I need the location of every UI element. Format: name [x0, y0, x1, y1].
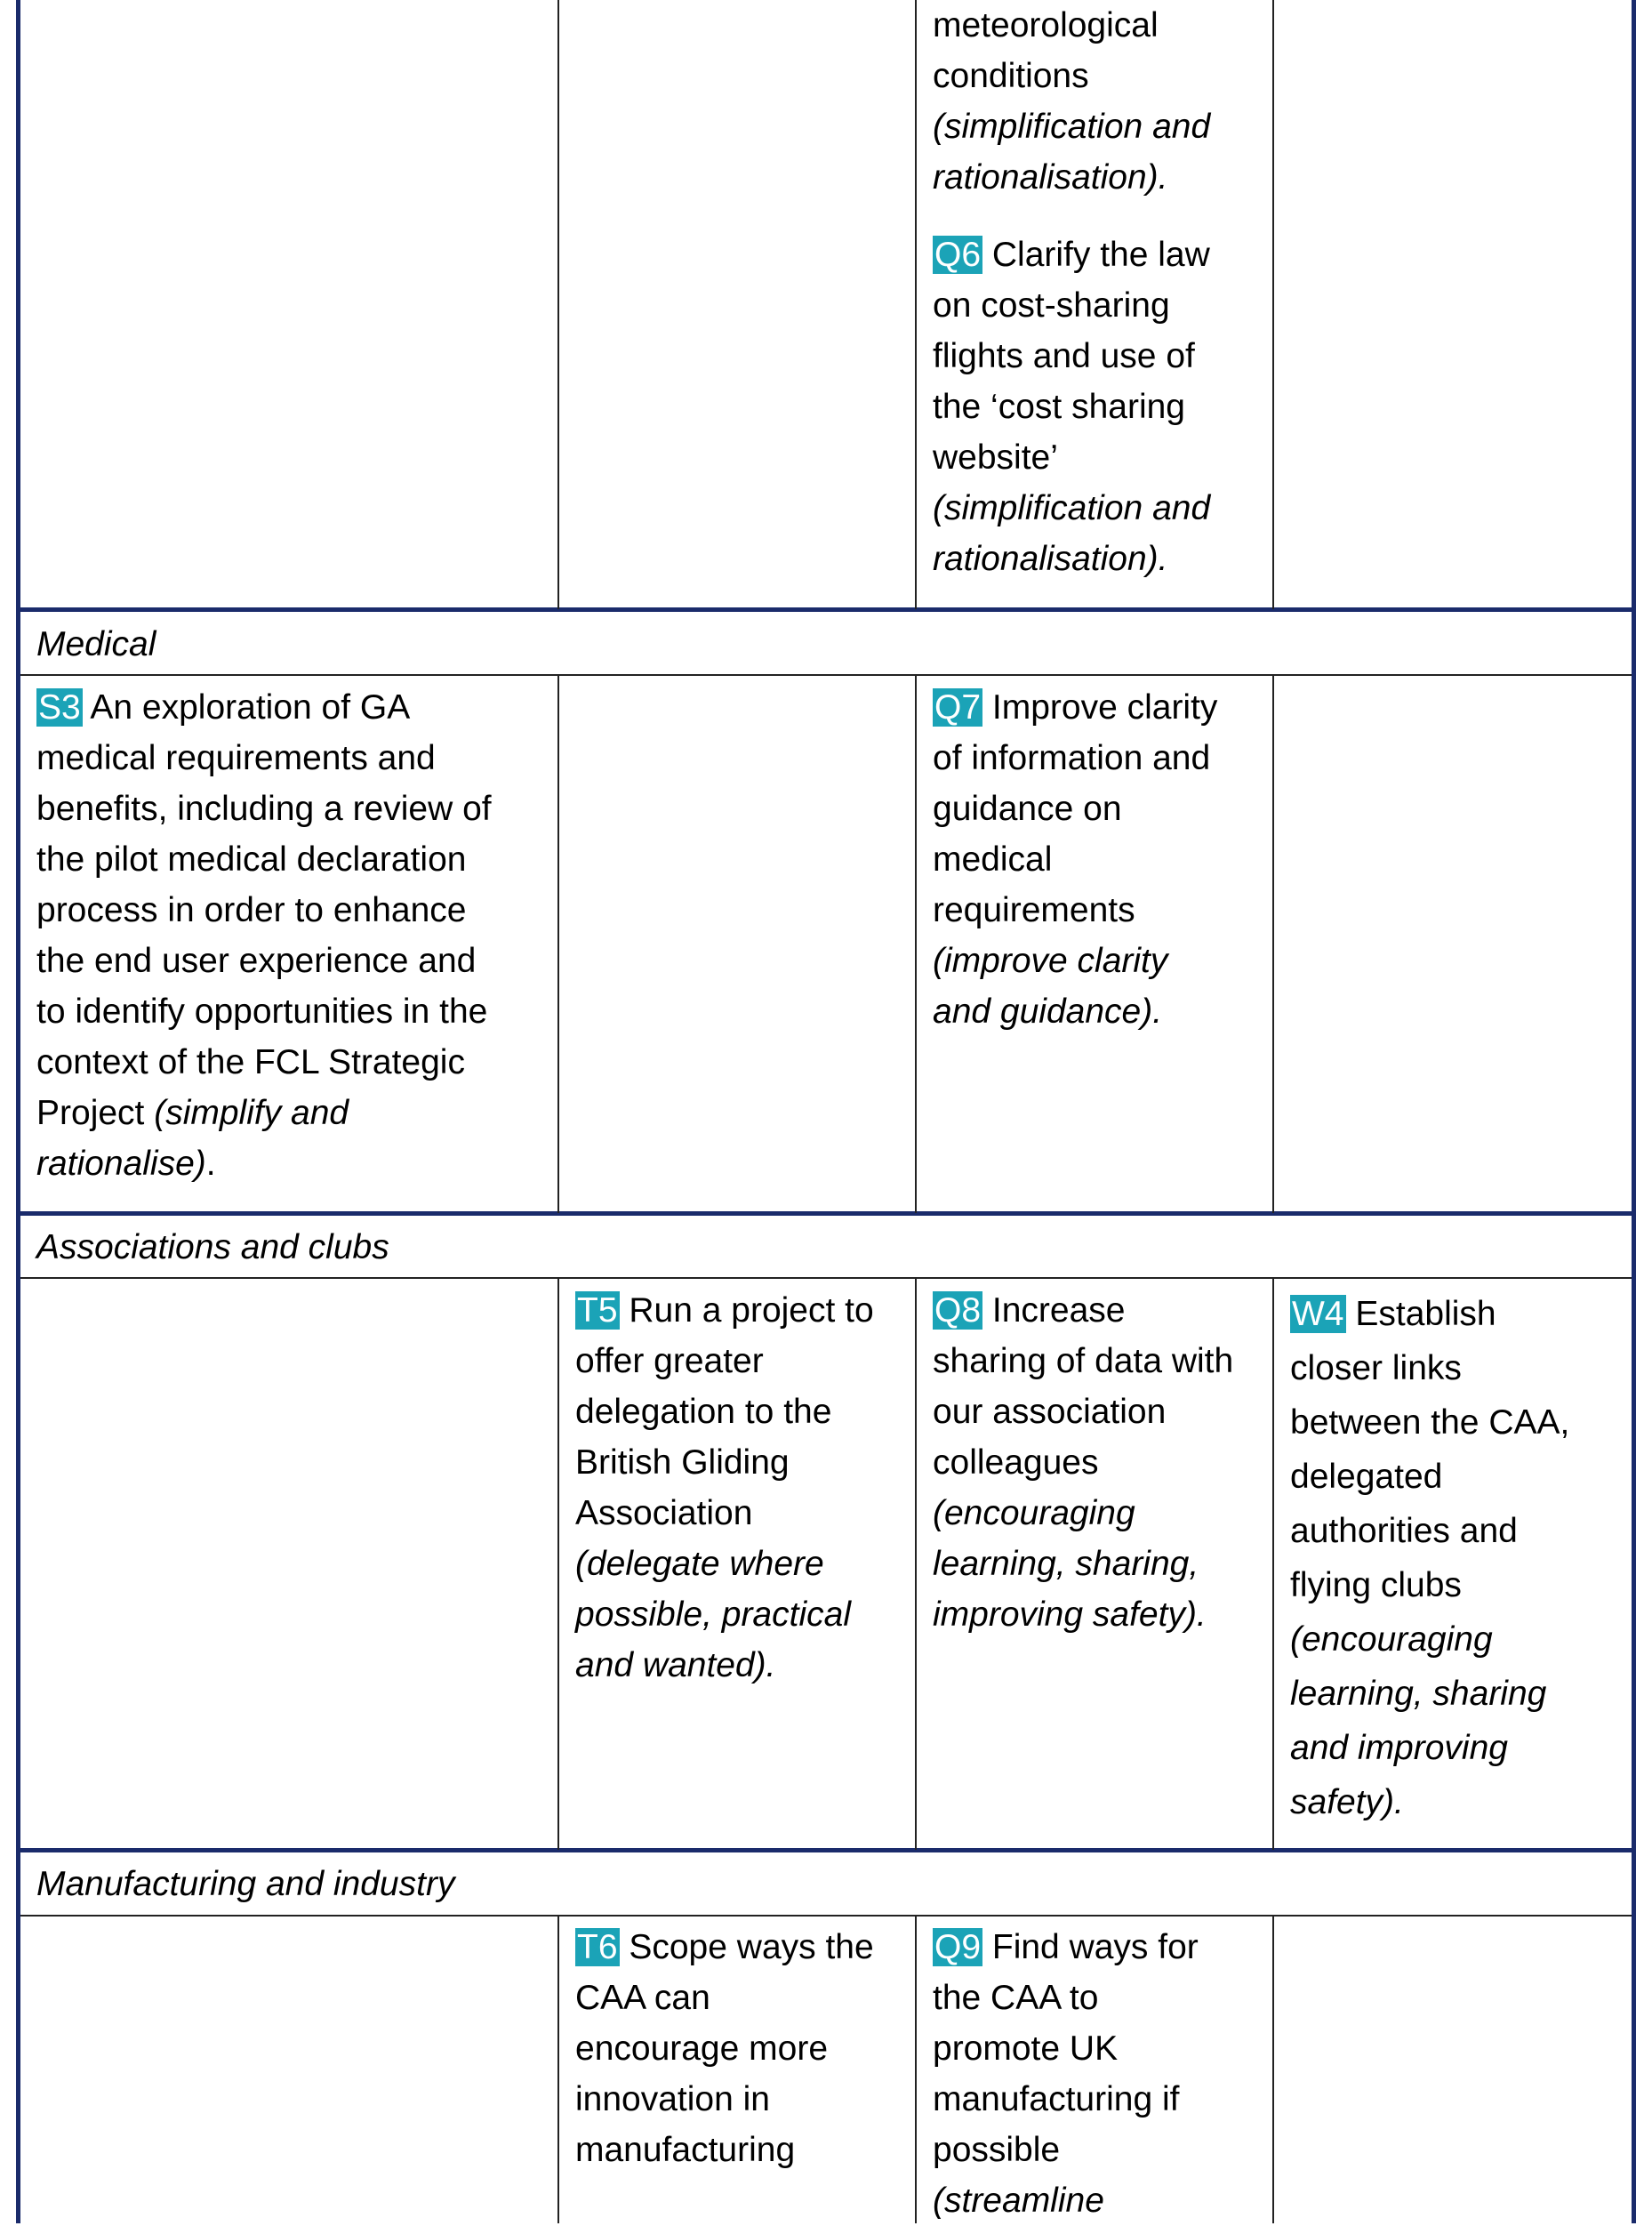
t5-cell: T5 Run a project to offer greater delegation to the British Gliding Association (delegate where possible, practical and wanted). [575, 1291, 874, 1684]
column-line [557, 676, 559, 1213]
row-divider [20, 674, 1632, 676]
section-divider [20, 1848, 1632, 1852]
column-line [1272, 1917, 1274, 2223]
column-line [915, 0, 917, 609]
q6-cell: Q6 Clarify the law on cost-sharing flights and use of the ‘cost sharing website’ (simplification and rationalisation). [933, 236, 1211, 578]
column-line [557, 1917, 559, 2223]
section-header-medical: Medical [36, 625, 156, 663]
s3-cell: S3 An exploration of GA medical requirements and benefits, including a review of the pilot medical declaration process in order to enhance the end user experience and to identify opportunities in the context of the FCL Strategic Project (simplify and rationalise). [36, 688, 492, 1183]
column-line [557, 0, 559, 609]
row-divider [20, 1277, 1632, 1279]
q5-continuation-cell: meteorological conditions (simplification and rationalisation). [933, 6, 1211, 197]
column-line [1272, 1279, 1274, 1850]
q9-tag: Q9 [934, 1928, 982, 1966]
section-divider [20, 607, 1632, 612]
t6-tag: T6 [577, 1928, 618, 1966]
table-frame [16, 0, 1636, 2223]
section-header-manufacturing: Manufacturing and industry [36, 1865, 455, 1903]
section-header-associations: Associations and clubs [36, 1228, 389, 1266]
s3-tag: S3 [38, 688, 81, 727]
column-line [557, 1279, 559, 1850]
w4-cell: W4 Establish closer links between the CAA, delegated authorities and flying clubs (encouraging learning, sharing and improving safety). [1290, 1295, 1570, 1821]
row-divider [20, 1915, 1632, 1917]
column-line [1272, 0, 1274, 609]
q8-tag: Q8 [934, 1291, 982, 1330]
t6-cell: T6 Scope ways the CAA can encourage more innovation in manufacturing [575, 1928, 874, 2169]
section-divider [20, 1211, 1632, 1216]
q7-tag: Q7 [934, 688, 982, 727]
q9-cell: Q9 Find ways for the CAA to promote UK manufacturing if possible (streamline [933, 1928, 1199, 2220]
q8-cell: Q8 Increase sharing of data with our association colleagues (encouraging learning, sharing, improving safety). [933, 1291, 1234, 1634]
column-line [1272, 676, 1274, 1213]
column-line [915, 676, 917, 1213]
q6-tag: Q6 [934, 236, 982, 274]
t5-tag: T5 [577, 1291, 618, 1330]
q7-cell: Q7 Improve clarity of information and guidance on medical requirements (improve clarity and guidance). [933, 688, 1218, 1031]
w4-tag: W4 [1292, 1295, 1344, 1333]
column-line [915, 1279, 917, 1850]
column-line [915, 1917, 917, 2223]
